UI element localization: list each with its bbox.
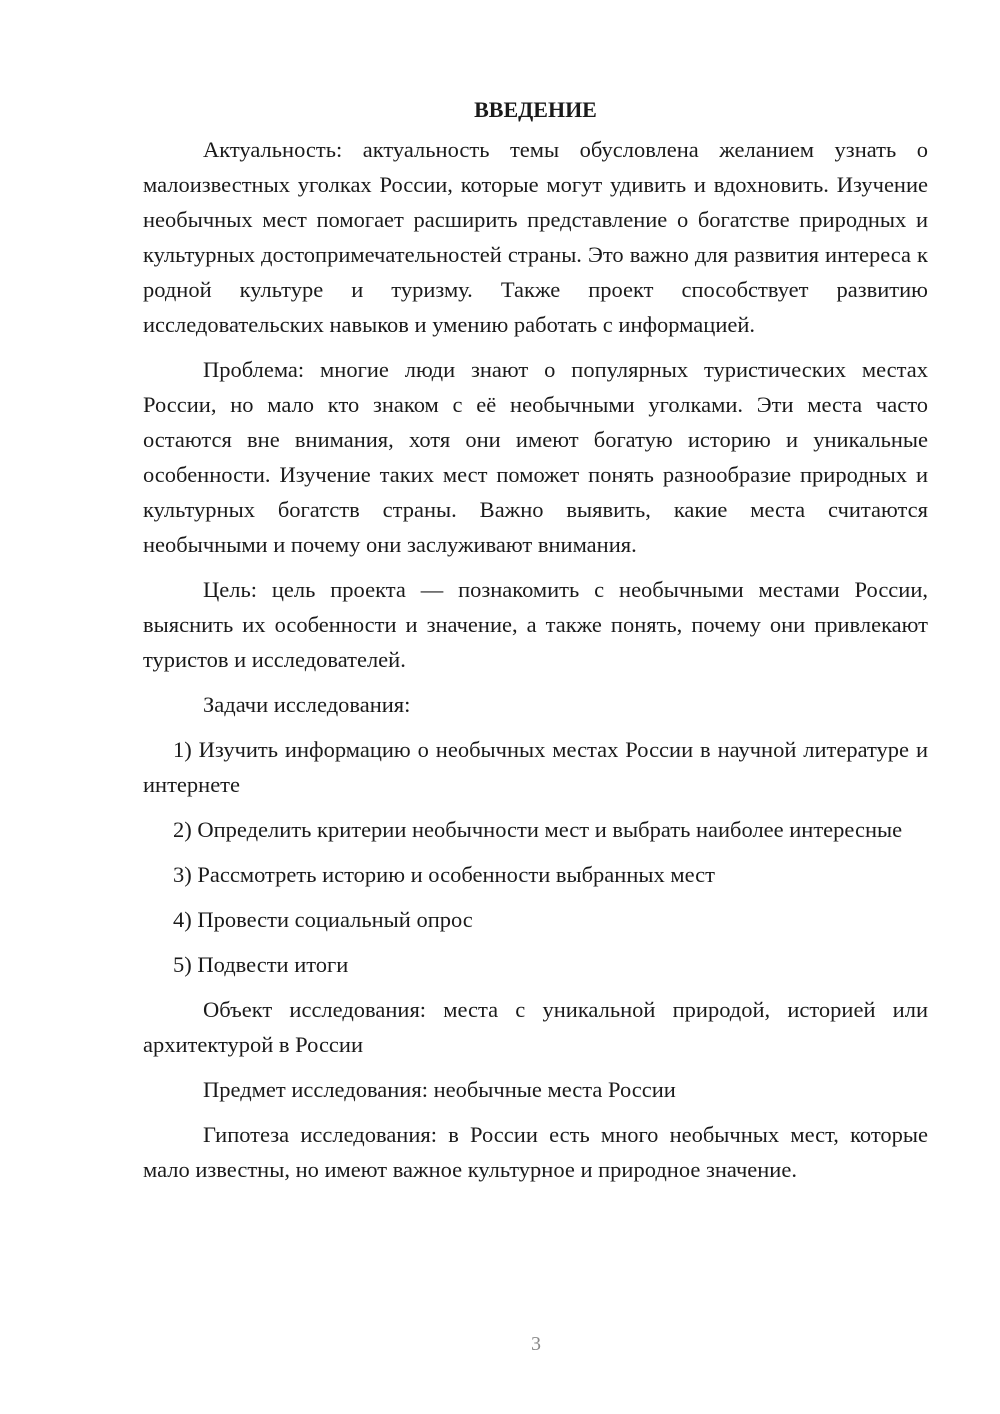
goal-paragraph: Цель: цель проекта — познакомить с необычными местами России, выяснить их особенности и значение, а также понять, почему они привлекают туристов и исследователей. — [143, 577, 928, 672]
task-item: 1) Изучить информацию о необычных местах России в научной литературе и интернете — [143, 737, 928, 797]
hypothesis-paragraph: Гипотеза исследования: в России есть много необычных мест, которые мало известны, но имеют важное культурное и природное значение. — [143, 1122, 928, 1182]
relevance-paragraph: Актуальность: актуальность темы обусловлена желанием узнать о малоизвестных уголках России, которые могут удивить и вдохновить. Изучение необычных мест помогает расширить представление о богатстве природных и культурных достопримечательностей страны. Это важно для развития интереса к родной культуре и туризму. Также проект способствует развитию исследовательских навыков и умению работать с информацией. — [143, 137, 928, 337]
page-number: 3 — [531, 1333, 541, 1355]
object-paragraph: Объект исследования: места с уникальной природой, историей или архитектурой в России — [143, 997, 928, 1057]
tasks-heading: Задачи исследования: — [203, 692, 411, 717]
task-item: 4) Провести социальный опрос — [173, 907, 473, 932]
document-page — [143, 92, 928, 1193]
task-item: 5) Подвести итоги — [173, 952, 349, 977]
page-title: ВВЕДЕНИЕ — [474, 97, 597, 122]
task-item: 2) Определить критерии необычности мест и выбрать наиболее интересные — [173, 817, 903, 842]
subject-paragraph: Предмет исследования: необычные места России — [203, 1077, 676, 1102]
task-item: 3) Рассмотреть историю и особенности выбранных мест — [173, 862, 715, 887]
problem-paragraph: Проблема: многие люди знают о популярных туристических местах России, но мало кто знаком с её необычными уголками. Эти места часто остаются вне внимания, хотя они имеют богатую историю и уникальные особенности. Изучение таких мест поможет понять разнообразие природных и культурных богатств страны. Важно выявить, какие места считаются необычными и почему они заслуживают внимания. — [143, 357, 928, 557]
